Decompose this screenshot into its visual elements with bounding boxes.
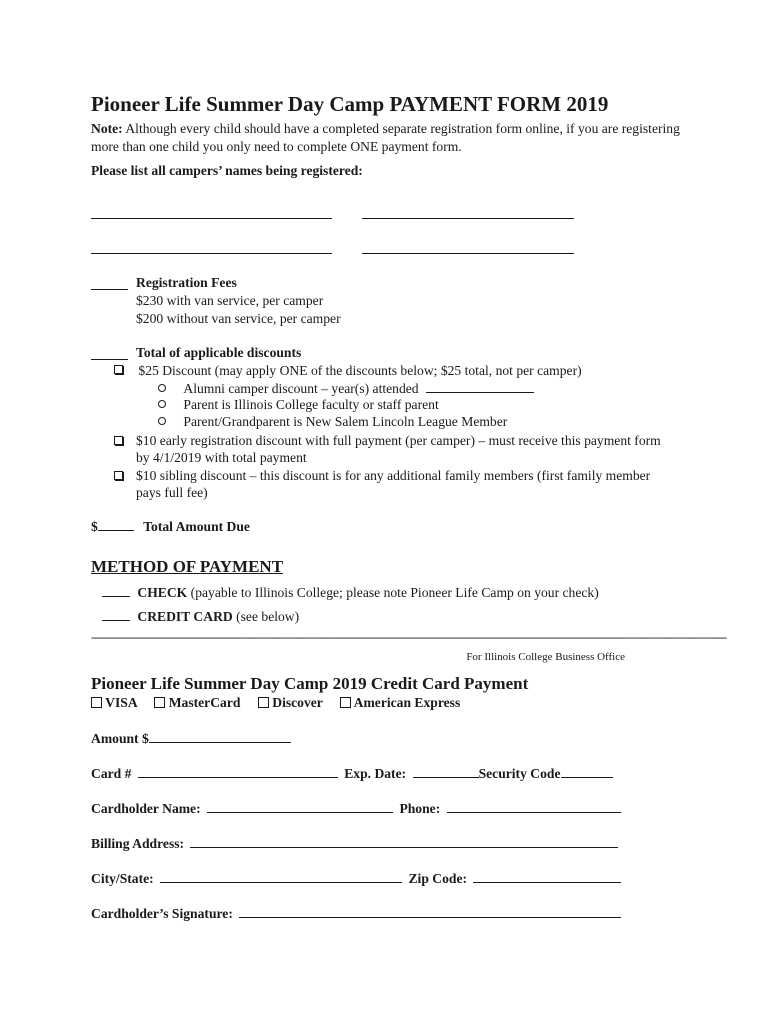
option-visa[interactable]: VISA (91, 695, 137, 710)
billing-address-row: Billing Address: (91, 835, 618, 852)
option-discover[interactable]: Discover (258, 695, 323, 710)
option-american-express[interactable]: American Express (340, 695, 460, 710)
discount-item-25: $25 Discount (may apply ONE of the discounts below; $25 total, not per camper) (114, 363, 582, 379)
method-heading: METHOD OF PAYMENT (91, 557, 284, 576)
cut-line-divider: -------------------------------------------------------------------------------------------------------------------------------------------------------------------------------------------------------------------- (91, 630, 727, 644)
amount-row: Amount $ (91, 730, 291, 747)
camper-name-field-2[interactable] (362, 218, 574, 219)
camper-name-field-1[interactable] (91, 218, 332, 219)
checkbox-icon[interactable] (91, 697, 102, 708)
discount-item-early: $10 early registration discount with full payment (per camper) – must receive this payment form by 4/1/2019 with total payment (114, 432, 674, 466)
sub-item-faculty: Parent is Illinois College faculty or staff parent (158, 397, 439, 413)
total-amount-field[interactable] (98, 518, 134, 531)
office-note: For Illinois College Business Office (466, 651, 625, 663)
bullet-circle-icon (158, 417, 166, 425)
registration-fees-label: Registration Fees (136, 275, 237, 290)
credit-card-field[interactable] (102, 608, 130, 621)
amount-field[interactable] (149, 730, 291, 743)
registration-fees-field[interactable] (91, 289, 128, 290)
bullet-circle-icon (158, 400, 166, 408)
checkbox-icon[interactable] (340, 697, 351, 708)
card-number-row: Card # Exp. Date: Security Code (91, 765, 613, 782)
city-zip-row: City/State: Zip Code: (91, 870, 621, 887)
signature-row: Cardholder’s Signature: (91, 905, 621, 922)
sub-item-alumni: Alumni camper discount – year(s) attended (158, 380, 534, 397)
phone-field[interactable] (447, 800, 621, 813)
camper-name-field-4[interactable] (362, 253, 574, 254)
exp-date-field[interactable] (413, 765, 479, 778)
cardholder-name-field[interactable] (207, 800, 393, 813)
city-state-field[interactable] (160, 870, 402, 883)
discounts-label: Total of applicable discounts (136, 345, 302, 360)
checkbox-icon[interactable] (258, 697, 269, 708)
discounts-field[interactable] (91, 359, 128, 360)
checkbox-icon[interactable] (114, 365, 123, 374)
cardholder-row: Cardholder Name: Phone: (91, 800, 621, 817)
note-text: Although every child should have a completed separate registration form online, if you are registering more than one child you only need to complete ONE payment form. (91, 121, 680, 154)
campers-prompt: Please list all campers’ names being registered: (91, 163, 363, 178)
page-title: Pioneer Life Summer Day Camp PAYMENT FORM 2019 (91, 92, 609, 116)
signature-field[interactable] (239, 905, 621, 918)
check-field[interactable] (102, 584, 130, 597)
total-amount-row: $ Total Amount Due (91, 519, 250, 534)
credit-card-title: Pioneer Life Summer Day Camp 2019 Credit Card Payment (91, 674, 529, 693)
fee-line-van: $230 with van service, per camper (136, 293, 324, 308)
zip-code-field[interactable] (473, 870, 621, 883)
option-mastercard[interactable]: MasterCard (154, 695, 240, 710)
discount-item-sibling: $10 sibling discount – this discount is for any additional family members (first family member pays full fee) (114, 467, 654, 501)
checkbox-icon[interactable] (154, 697, 165, 708)
bullet-circle-icon (158, 384, 166, 392)
checkbox-icon[interactable] (114, 436, 123, 445)
years-attended-field[interactable] (426, 380, 534, 393)
checkbox-icon[interactable] (114, 471, 123, 480)
billing-address-field[interactable] (190, 835, 618, 848)
note-paragraph (91, 120, 681, 156)
card-number-field[interactable] (138, 765, 338, 778)
check-option: CHECK (payable to Illinois College; please note Pioneer Life Camp on your check) (102, 584, 599, 601)
fee-line-no-van: $200 without van service, per camper (136, 311, 341, 326)
sub-item-lincoln-league: Parent/Grandparent is New Salem Lincoln League Member (158, 414, 507, 430)
note-label: Note: (91, 121, 123, 136)
credit-card-option: CREDIT CARD (see below) (102, 608, 299, 625)
security-code-field[interactable] (561, 765, 613, 778)
camper-name-field-3[interactable] (91, 253, 332, 254)
card-type-options (91, 695, 460, 711)
